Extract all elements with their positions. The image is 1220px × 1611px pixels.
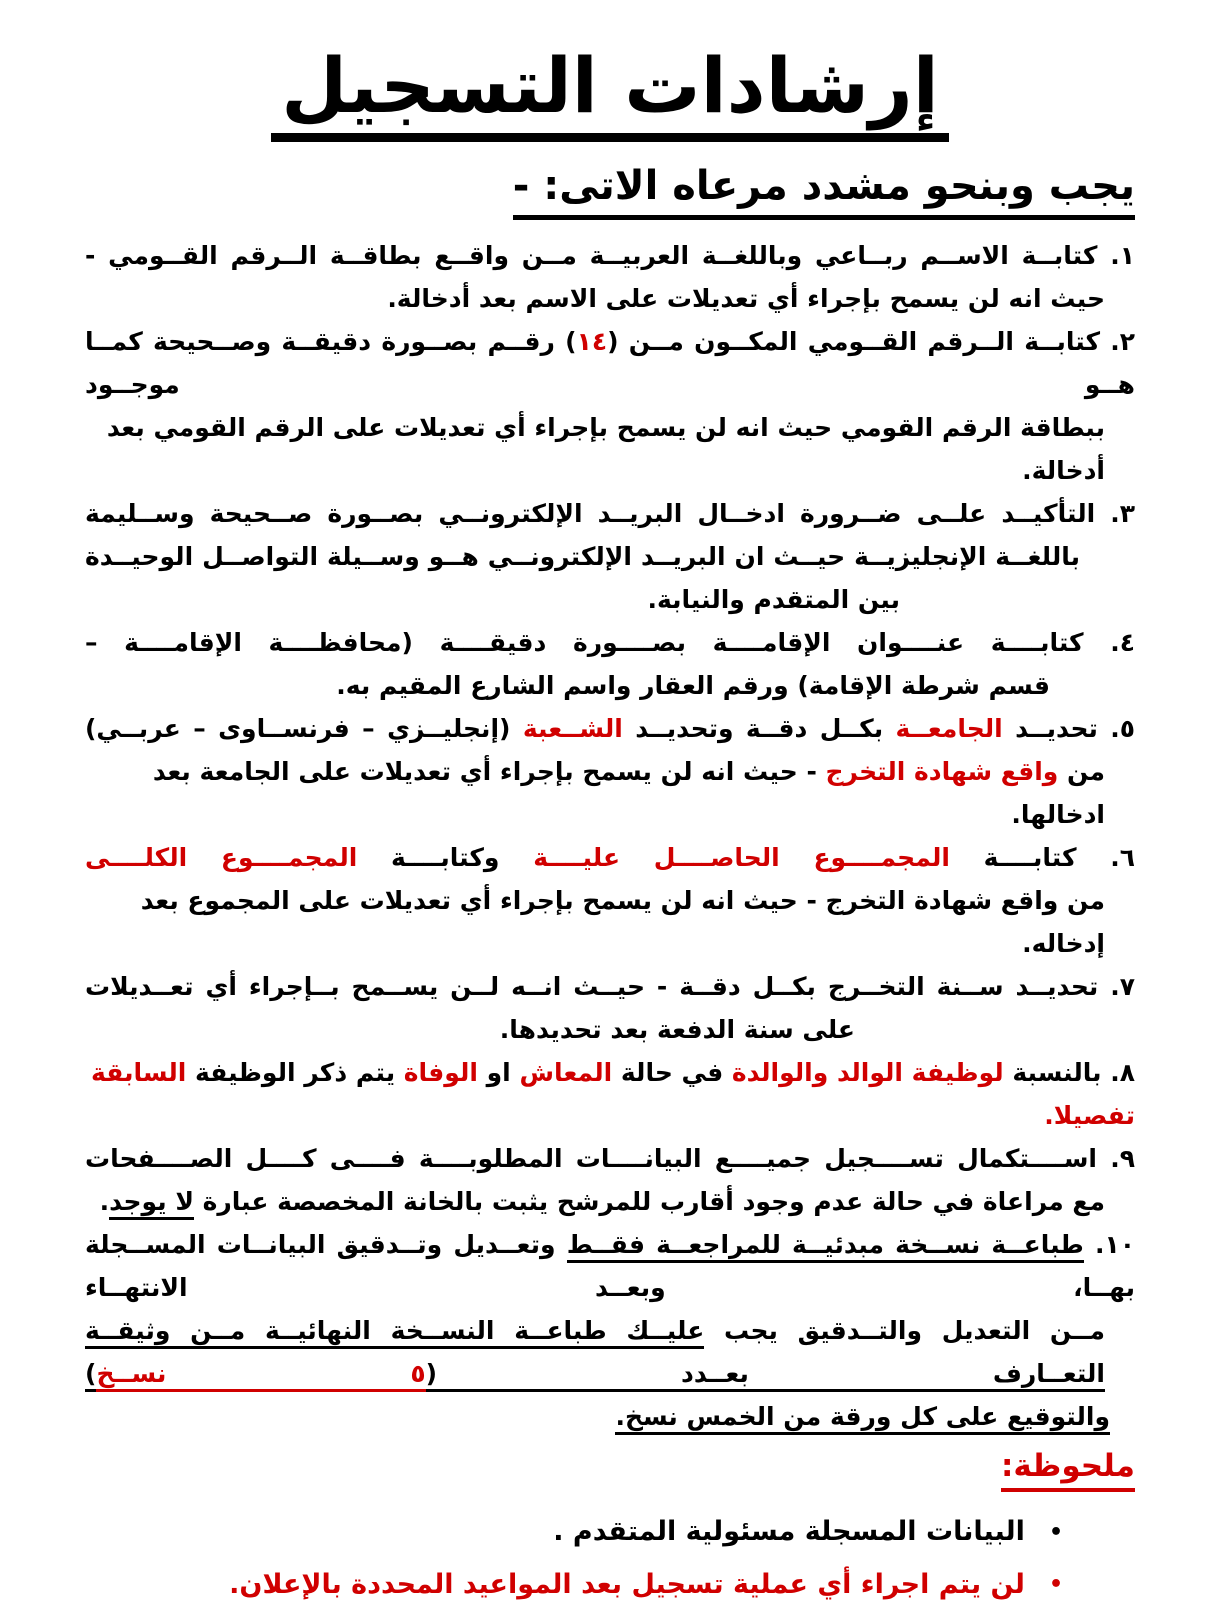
text-segment-red: لوظيفة الوالد والوالدة <box>731 1058 1004 1088</box>
text-segment: (إنجليــزي – فرنســاوى – عربــي) <box>85 714 523 744</box>
text-segment: ١. كتابــة الاســم ربــاعي وباللغــة العربيــة مــن واقــع بطاقــة الــرقم القــومي - <box>85 241 1135 271</box>
bullet-icon: • <box>1048 1572 1063 1598</box>
instruction-item-٩ <box>85 1137 1135 1223</box>
text-segment: ٨. بالنسبة <box>1003 1058 1135 1088</box>
text-segment: مــن التعديل والتــدقيق يجب <box>704 1316 1105 1346</box>
text-segment-red: السابقة تفصيلا. <box>90 1058 1135 1131</box>
instruction-line <box>85 1223 1135 1309</box>
text-segment: من واقع شهادة التخرج - حيث انه لن يسمح بإجراء أي تعديلات على المجموع بعد إدخاله. <box>140 886 1105 959</box>
page-subtitle-wrap <box>85 160 1135 220</box>
text-segment: طباعــة نســخة مبدئيــة للمراجعــة فقــط <box>567 1230 1084 1263</box>
text-segment: ٩. اســــتكمال تســــجيل جميــــع البيانــــات المطلوبــــة فــــى كــــل الصــــفحات <box>85 1144 1135 1174</box>
instruction-item-٨ <box>85 1051 1135 1137</box>
text-segment: مع مراعاة في حالة عدم وجود أقارب للمرشح يثبت بالخانة المخصصة عبارة <box>193 1187 1105 1217</box>
text-segment: ٦. كتابــــة <box>949 843 1135 873</box>
instruction-line <box>85 1137 1135 1180</box>
text-segment-red: المجمــــوع الحاصــــل عليــــة <box>533 843 950 873</box>
bullet-icon: • <box>1048 1519 1063 1545</box>
text-segment: ( <box>426 1359 437 1392</box>
instruction-item-٦ <box>85 836 1135 965</box>
text-segment: في حالة <box>612 1058 732 1088</box>
instructions-list <box>85 234 1135 1438</box>
instruction-line <box>85 1180 1135 1223</box>
text-segment: بين المتقدم والنيابة. <box>647 585 900 615</box>
text-segment: والتوقيع على كل ورقة من الخمس نسخ. <box>615 1402 1110 1435</box>
text-segment: ٥. تحديــد <box>1002 714 1136 744</box>
text-segment-red: واقع شهادة التخرج <box>825 757 1059 787</box>
text-segment: ٧. تحديــد ســنة التخــرج بكــل دقــة - حيــث انــه لــن يســمح بــإجراء أي تعــديلات <box>85 972 1135 1002</box>
page-title: إرشادات التسجيل <box>271 40 949 142</box>
text-segment-red: الجامعــة <box>895 714 1003 744</box>
bullet-item <box>85 1506 1135 1559</box>
instruction-item-٧ <box>85 965 1135 1051</box>
instruction-line <box>85 277 1135 320</box>
note-heading-wrap <box>85 1446 1135 1492</box>
text-segment-red: الشــعبة <box>522 714 623 744</box>
instruction-item-٢ <box>85 320 1135 492</box>
instruction-item-١ <box>85 234 1135 320</box>
text-segment: قسم شرطة الإقامة) ورقم العقار واسم الشارع المقيم به. <box>336 671 1050 701</box>
text-segment: ) <box>85 1359 96 1392</box>
text-segment: . <box>99 1187 110 1217</box>
bullet-text: البيانات المسجلة مسئولية المتقدم . <box>553 1516 1025 1548</box>
instruction-line <box>85 492 1135 535</box>
instruction-line <box>85 707 1135 750</box>
text-segment-red: الوفاة <box>403 1058 478 1088</box>
instruction-line <box>85 1395 1135 1438</box>
instruction-line <box>85 578 1135 621</box>
text-segment-red: المعاش <box>519 1058 613 1088</box>
text-segment-red: ٥ نســخ <box>96 1359 425 1392</box>
instruction-line <box>85 1309 1135 1395</box>
instruction-line <box>85 879 1135 965</box>
text-segment-red: المجمــــوع الكلــــى <box>85 843 358 873</box>
text-segment: عليــك طباعــة النســخة النهائيــة مــن وثيقــة التعــارف بعــدد <box>85 1316 1105 1392</box>
text-segment: بكــل دقــة وتحديــد <box>622 714 896 744</box>
text-segment: يتم ذكر الوظيفة <box>186 1058 404 1088</box>
text-segment: وتعــديل وتــدقيق البيانــات المســجلة بهــا، وبعــد الانتهــاء <box>85 1230 1135 1303</box>
instruction-item-٤ <box>85 621 1135 707</box>
instruction-item-٥ <box>85 707 1135 836</box>
bullet-item <box>85 1559 1135 1611</box>
page-subtitle: يجب وبنحو مشدد مرعاه الاتى: - <box>513 160 1135 220</box>
text-segment: باللغــة الإنجليزيــة حيــث ان البريــد الإلكترونــي هــو وســيلة التواصــل الوحيــدة <box>85 542 1080 572</box>
text-segment: وكتابــــة <box>357 843 534 873</box>
text-segment: ٣. التأكيــد علــى ضــرورة ادخــال البريــد الإلكترونــي بصــورة صــحيحة وســليمة <box>85 499 1135 529</box>
page-title-wrap <box>85 40 1135 142</box>
instruction-line <box>85 965 1135 1008</box>
text-segment: ) رقــم بصــورة دقيقــة وصــحيحة كمــا هــو موجــود <box>85 327 1135 400</box>
instruction-line <box>85 621 1135 664</box>
instruction-line <box>85 664 1135 707</box>
text-segment-red: ١٤ <box>576 327 608 357</box>
instruction-item-١٠ <box>85 1223 1135 1438</box>
instruction-line <box>85 320 1135 406</box>
instruction-line <box>85 234 1135 277</box>
text-segment: حيث انه لن يسمح بإجراء أي تعديلات على الاسم بعد أدخالة. <box>387 284 1105 314</box>
text-segment: ببطاقة الرقم القومي حيث انه لن يسمح بإجراء أي تعديلات على الرقم القومي بعد أدخالة. <box>106 413 1105 486</box>
instruction-line <box>85 1008 1135 1051</box>
note-heading: ملحوظة: <box>1001 1446 1135 1492</box>
instruction-line <box>85 836 1135 879</box>
text-segment: - حيث انه لن يسمح بإجراء أي تعديلات على الجامعة بعد ادخالها. <box>152 757 1105 830</box>
instruction-item-٣ <box>85 492 1135 621</box>
instruction-line <box>85 406 1135 492</box>
instruction-line <box>85 535 1135 578</box>
note-bullets <box>85 1506 1135 1611</box>
text-segment: على سنة الدفعة بعد تحديدها. <box>499 1015 855 1045</box>
text-segment: لا يوجد <box>109 1187 194 1220</box>
text-segment: ٤. كتابــــة عنــــوان الإقامــــة بصــــورة دقيقــــة (محافظــــة الإقامــــة – <box>85 628 1135 658</box>
text-segment: من <box>1058 757 1105 787</box>
text-segment: ١٠. <box>1083 1230 1135 1260</box>
instruction-line <box>85 750 1135 836</box>
text-segment: او <box>477 1058 520 1088</box>
bullet-text: لن يتم اجراء أي عملية تسجيل بعد المواعيد المحددة بالإعلان. <box>229 1568 1025 1600</box>
text-segment: ٢. كتابــة الــرقم القــومي المكــون مــن ( <box>607 327 1135 357</box>
instruction-line <box>85 1051 1135 1137</box>
